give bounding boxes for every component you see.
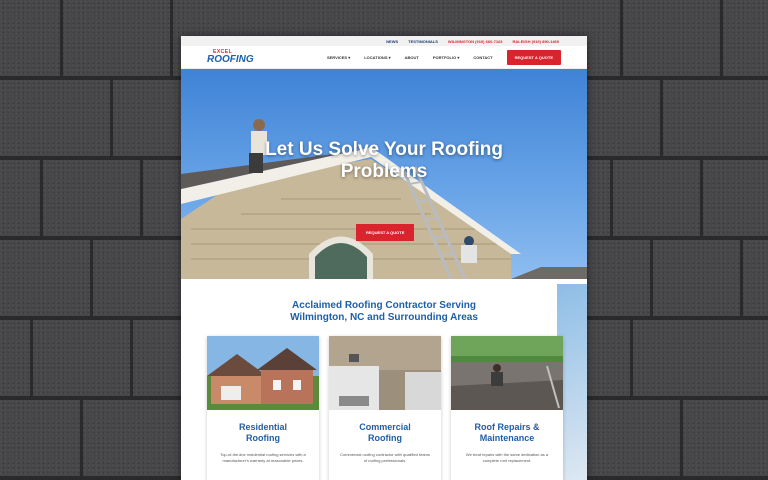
commercial-photo [329,336,441,410]
hero-request-quote-button[interactable]: REQUEST A QUOTE [356,224,414,241]
intro-heading: Acclaimed Roofing Contractor Serving Wilmington, NC and Surrounding Areas [290,300,478,323]
nav-menu [327,50,561,65]
service-card-residential[interactable] [207,336,319,480]
request-quote-button[interactable]: REQUEST A QUOTE [507,50,561,65]
website-mockup [181,36,587,480]
service-card-commercial[interactable] [329,336,441,480]
nav-item-contact[interactable]: CONTACT [473,54,493,60]
topbar-link-news[interactable]: NEWS [386,38,399,44]
hero-title: Let Us Solve Your Roofing Problems [265,139,503,182]
topbar-phone-wilmington[interactable]: WILMINGTON (910) 660-7163 [447,38,503,44]
topbar-phone-raleigh[interactable]: RALEIGH (919) 890-1469 [512,38,559,44]
card-title: Residential Roofing [238,422,287,443]
nav-item-locations[interactable]: LOCATIONS ▾ [364,54,391,60]
main-nav [181,46,587,69]
residential-photo [207,336,319,410]
card-text: Top-of-the-line residential roofing services with a manufacturer's warranty at reasonable prices. [220,452,306,463]
card-text: Commercial roofing contractor with qualified teams of roofing professionals. [340,452,430,463]
top-bar [181,36,587,46]
card-title: Roof Repairs & Maintenance [474,422,540,443]
topbar-link-testimonials[interactable]: TESTIMONIALS [408,38,438,44]
logo-excel-text: EXCEL [213,48,233,55]
site-logo[interactable] [207,50,254,65]
chevron-down-icon: ▾ [457,54,460,60]
nav-item-services[interactable]: SERVICES ▾ [326,54,351,60]
hero-banner [181,69,587,279]
service-card-repairs[interactable] [451,336,563,480]
repairs-photo [451,336,563,410]
nav-item-portfolio[interactable]: PORTFOLIO ▾ [432,54,460,60]
nav-item-about[interactable]: ABOUT [404,54,419,60]
service-cards [207,336,563,480]
chevron-down-icon: ▾ [388,54,391,60]
card-text: We treat repairs with the same dedication as a complete roof replacement. [465,452,549,463]
card-title: Commercial Roofing [359,422,411,443]
chevron-down-icon: ▾ [348,54,351,60]
logo-roofing-text: ROOFING [207,53,254,65]
